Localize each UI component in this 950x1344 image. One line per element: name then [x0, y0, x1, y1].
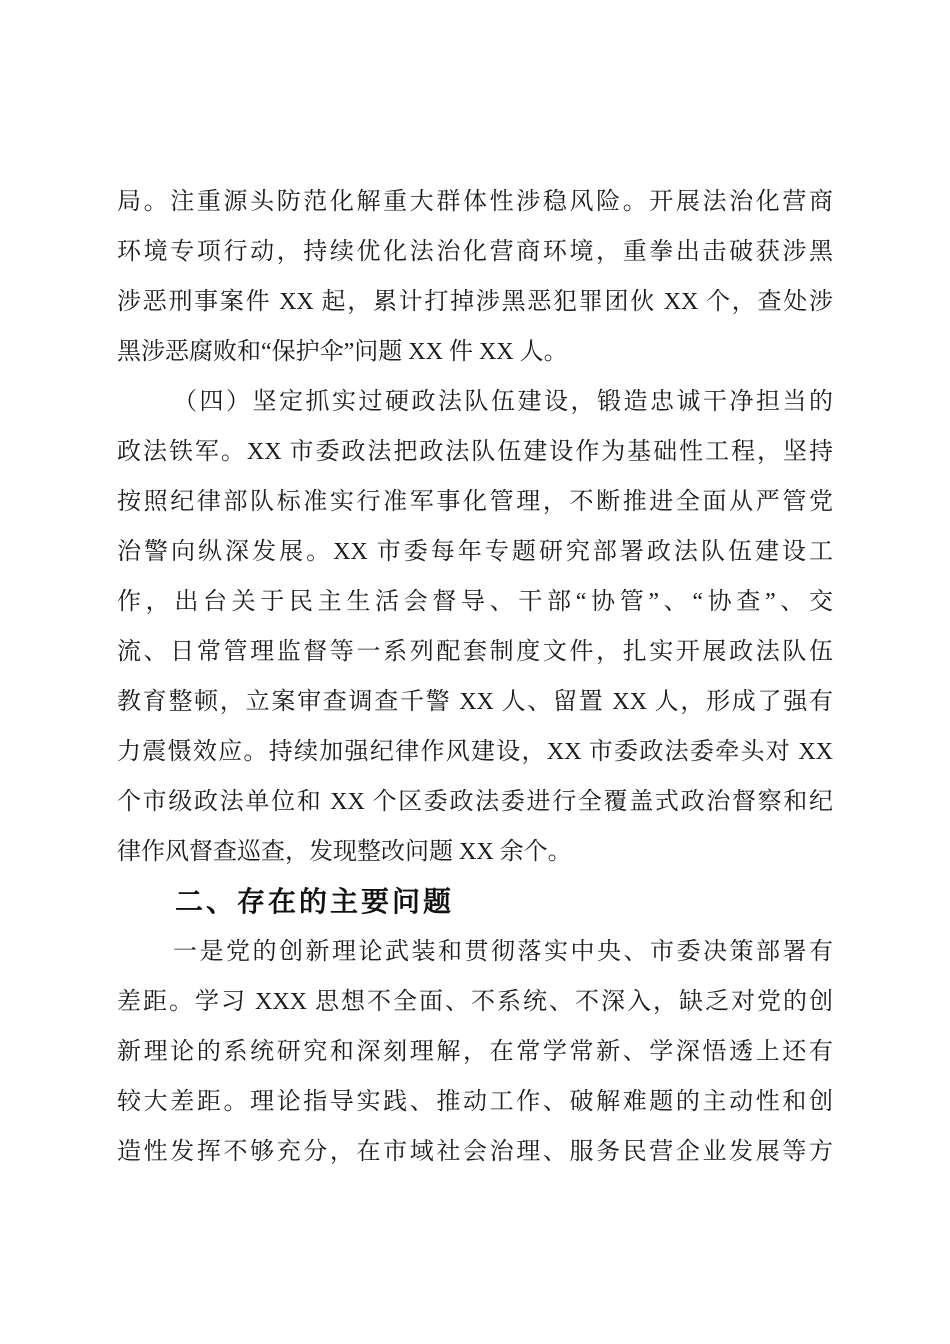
- section-heading: [117, 877, 833, 927]
- text-line: 作，出台关于民主生活会督导、干部“协管”、“协查”、交: [117, 589, 833, 615]
- text-line: 力震慑效应。持续加强纪律作风建设，XX 市委政法委牵头对 XX: [117, 739, 833, 765]
- text-line: 涉恶刑事案件 XX 起，累计打掉涉黑恶犯罪团伙 XX 个，查处涉: [117, 289, 833, 315]
- text-line: 政法铁军。XX 市委政法把政法队伍建设作为基础性工程，坚持: [117, 439, 833, 465]
- text-line: 律作风督查巡查，发现整改问题 XX 余个。: [117, 839, 572, 865]
- text-line: 治警向纵深发展。XX 市委每年专题研究部署政法队伍建设工: [117, 539, 833, 565]
- text-line: 造性发挥不够充分，在市域社会治理、服务民营企业发展等方: [117, 1139, 833, 1165]
- paragraph: [117, 377, 833, 877]
- text-line: 差距。学习 XXX 思想不全面、不系统、不深入，缺乏对党的创: [117, 989, 833, 1015]
- paragraph: [117, 177, 833, 377]
- text-line: 个市级政法单位和 XX 个区委政法委进行全覆盖式政治督察和纪: [117, 789, 833, 815]
- heading-text: 二、存在的主要问题: [175, 886, 455, 917]
- text-line: 较大差距。理论指导实践、推动工作、破解难题的主动性和创: [117, 1089, 833, 1115]
- text-line: 局。注重源头防范化解重大群体性涉稳风险。开展法治化营商: [117, 189, 833, 215]
- text-line: 黑涉恶腐败和“保护伞”问题 XX 件 XX 人。: [117, 339, 568, 365]
- document-body: [117, 177, 833, 1177]
- text-line: 流、日常管理监督等一系列配套制度文件，扎实开展政法队伍: [117, 639, 833, 665]
- text-line: （四）坚定抓实过硬政法队伍建设，锻造忠诚干净担当的: [173, 389, 833, 415]
- text-line: 一是党的创新理论武装和贯彻落实中央、市委决策部署有: [173, 939, 833, 965]
- text-line: 教育整顿，立案审查调查千警 XX 人、留置 XX 人，形成了强有: [117, 689, 833, 715]
- paragraph: [117, 927, 833, 1177]
- text-line: 按照纪律部队标准实行准军事化管理，不断推进全面从严管党: [117, 489, 833, 515]
- text-line: 新理论的系统研究和深刻理解，在常学常新、学深悟透上还有: [117, 1039, 833, 1065]
- text-line: 环境专项行动，持续优化法治化营商环境，重拳出击破获涉黑: [117, 239, 833, 265]
